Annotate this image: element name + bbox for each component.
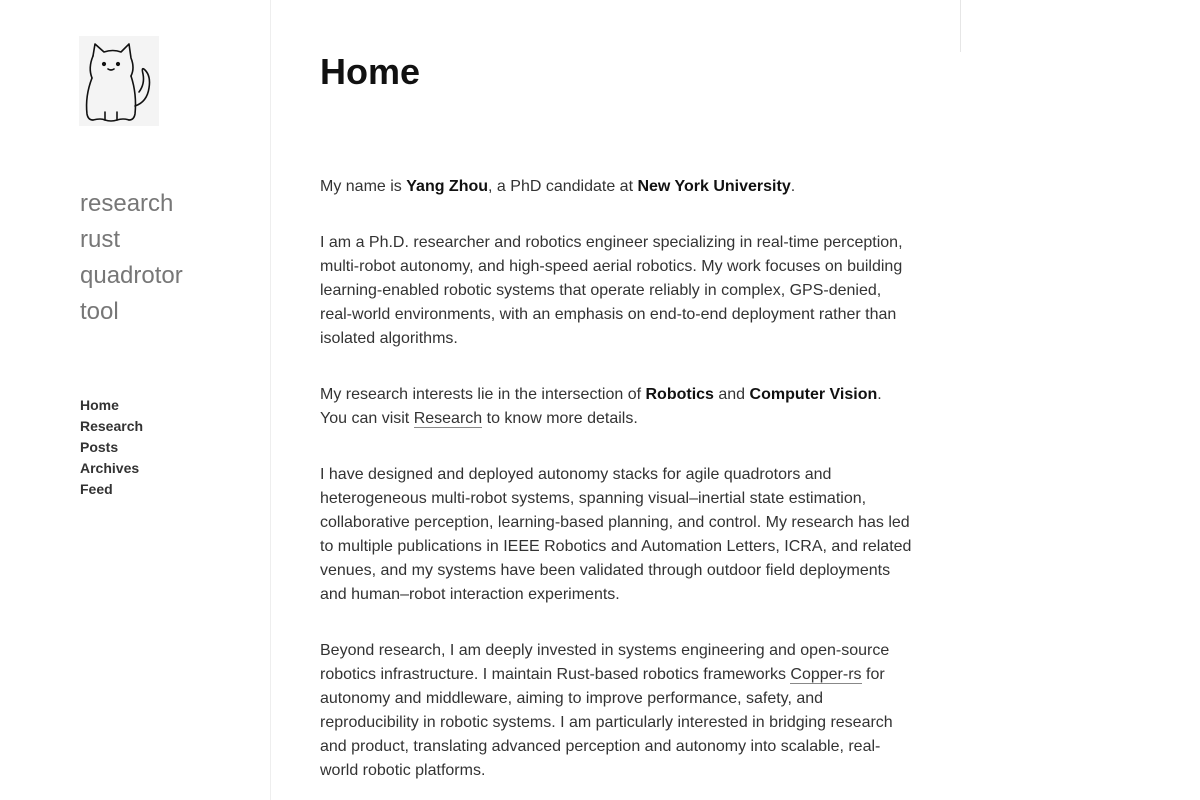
tag-list [80, 186, 183, 330]
page-title: Home [320, 51, 421, 92]
main-nav [80, 395, 143, 500]
divider [960, 0, 961, 52]
nav-feed[interactable]: Feed [80, 481, 113, 497]
text: My research interests lie in the intersection of [320, 386, 646, 403]
text: . [790, 178, 796, 195]
open-source-paragraph [320, 639, 910, 783]
bio-paragraph: I am a Ph.D. researcher and robotics engineer specializing in real-time perception, multi-robot autonomy, and high-speed aerial robotics. My work focuses on building learning-enabled robotic systems that operate reliably in complex, GPS-denied, real-world environments, with an emphasis on end-to-end deployment rather than isolated algorithms. [320, 234, 903, 347]
text: Beyond research, I am deeply invested in systems engineering and open-source robotics infrastructure. I maintain Rust-based robotics frameworks [320, 642, 890, 683]
cat-icon[interactable] [79, 36, 159, 126]
school-name: New York University [637, 178, 791, 195]
author-name: Yang Zhou [406, 178, 489, 195]
text: to know more details. [482, 410, 638, 427]
nav-home[interactable]: Home [80, 397, 119, 413]
tag-link-quadrotor[interactable]: quadrotor [80, 262, 183, 289]
tag-link-research[interactable]: research [80, 190, 174, 217]
copper-rs-link[interactable]: Copper-rs [790, 666, 862, 683]
sidebar [0, 0, 271, 800]
nav-research[interactable]: Research [80, 418, 144, 434]
text: My name is [320, 178, 407, 195]
interests-paragraph [320, 383, 900, 431]
nav-archives[interactable]: Archives [80, 460, 140, 476]
keyword-robotics: Robotics [645, 386, 714, 403]
tag-link-rust[interactable]: rust [80, 226, 121, 253]
intro-paragraph [320, 175, 920, 199]
keyword-computer-vision: Computer Vision [749, 386, 878, 403]
work-paragraph: I have designed and deployed autonomy stacks for agile quadrotors and heterogeneous multi-robot systems, spanning visual–inertial state estimation, collaborative perception, learning-based planning, and control. My research has led to multiple publications in IEEE Robotics and Automation Letters, ICRA, and related venues, and my systems have been validated through outdoor field deployments and human–robot interaction experiments. [320, 466, 912, 603]
nav-posts[interactable]: Posts [80, 439, 119, 455]
text: . You can visit [320, 386, 882, 427]
text: , a PhD candidate at [488, 178, 638, 195]
tag-link-tool[interactable]: tool [80, 298, 119, 325]
text: and [713, 386, 750, 403]
research-link[interactable]: Research [413, 410, 483, 427]
text: for autonomy and middleware, aiming to improve performance, safety, and reproducibility in robotic systems. I am particularly interested in bridging research and product, translating advanced perception and autonomy into scalable, real-world robotic platforms. [320, 666, 893, 779]
